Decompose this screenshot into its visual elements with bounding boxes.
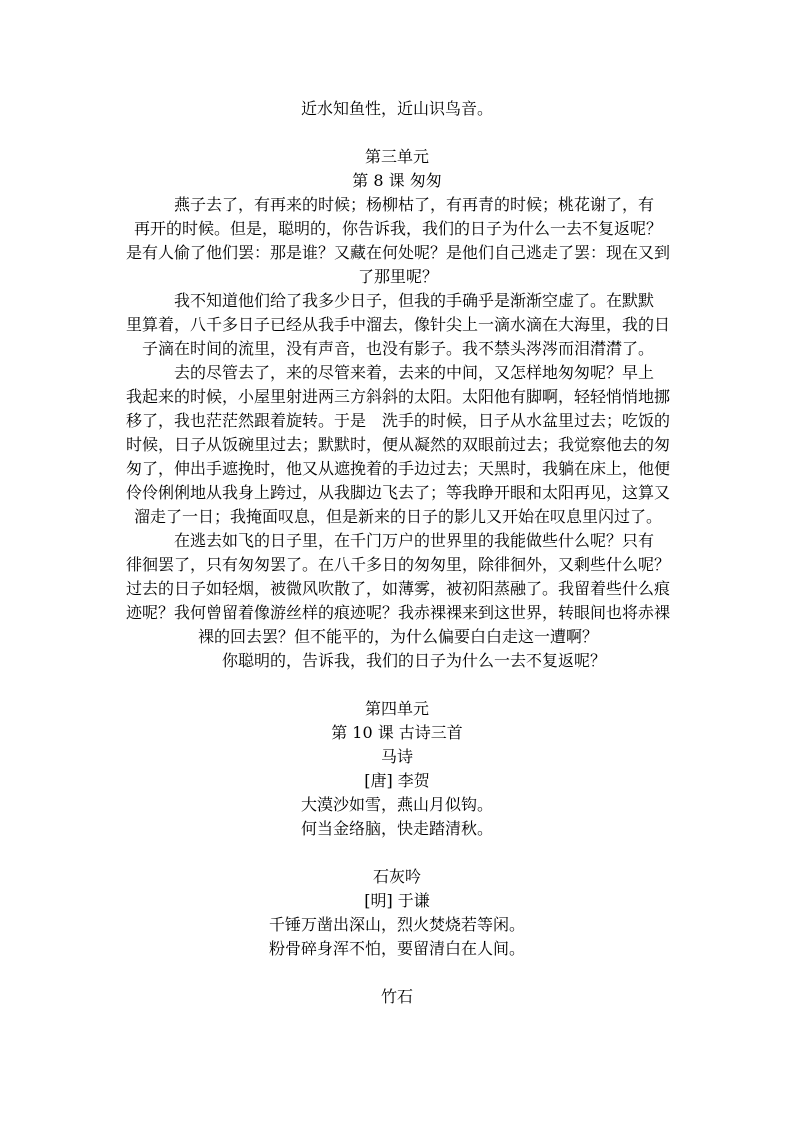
paragraph-5 [120,649,676,673]
text-line: 匆了，伸出手遮挽时，他又从遮挽着的手边过去；天黑时，我躺在床上，他便 [125,459,670,478]
text-line: 我不知道他们给了我多少日子，但我的手确乎是渐渐空虚了。在默默 [141,291,654,310]
text-line: 徘徊罢了，只有匆匆罢了。在八千多日的匆匆里，除徘徊外，又剩些什么呢？ [125,555,670,574]
poem-2-line: 粉骨碎身浑不怕，要留清白在人间。 [268,939,525,958]
text-line: 里算着，八千多日子已经从我手中溜去，像针尖上一滴水滴在大海里，我的日 [125,315,670,334]
paragraph-4 [120,529,676,649]
paragraph-3 [120,361,676,529]
unit3-lesson-title: 第 8 课 匆匆 [352,171,442,190]
text-line: 是有人偷了他们罢：那是谁？又藏在何处呢？是他们自己逃走了罢：现在又到 [125,243,670,262]
poem-3-title: 竹石 [380,987,413,1006]
text-line: 裸的回去罢？但不能平的，为什么偏要白白走这一遭啊？ [197,627,598,646]
poem-2-author: [明] 于谦 [364,891,430,910]
text-line: 你聪明的，告诉我，我们的日子为什么一去不复返呢？ [189,651,606,670]
poem-2-line: 千锤万凿出深山，烈火焚烧若等闲。 [268,915,525,934]
text-line: 伶伶俐俐地从我身上跨过，从我脚边飞去了；等我睁开眼和太阳再见，这算又 [125,483,670,502]
poem-1-line: 何当金络脑，快走踏清秋。 [300,819,493,838]
unit4-lesson-title: 第 10 课 古诗三首 [331,723,463,742]
text-line: 子滴在时间的流里，没有声音，也没有影子。我不禁头涔涔而泪潸潸了。 [141,339,654,358]
text-line: 再开的时候。但是，聪明的，你告诉我，我们的日子为什么一去不复返呢？ [133,219,662,238]
text-line: 在逃去如飞的日子里，在千门万户的世界里的我能做些什么呢？只有 [141,531,654,550]
poem-1-author: [唐] 李贺 [364,771,430,790]
text-line: 过去的日子如轻烟，被微风吹散了，如薄雾，被初阳蒸融了。我留着些什么痕 [125,579,670,598]
poem-1-line: 大漠沙如雪，燕山月似钩。 [300,795,493,814]
poem-2-title: 石灰吟 [372,867,421,886]
text-line: 溜走了一日；我掩面叹息，但是新来的日子的影儿又开始在叹息里闪过了。 [133,507,662,526]
paragraph-1 [120,193,676,289]
paragraph-2 [120,289,676,361]
text-line: 迹呢？我何曾留着像游丝样的痕迹呢？我赤裸裸来到这世界，转眼间也将赤裸 [125,603,670,622]
text-line: 了那里呢？ [357,267,438,286]
text-line: 燕子去了，有再来的时候；杨柳枯了，有再青的时候；桃花谢了，有 [141,195,654,214]
opening-line: 近水知鱼性，近山识鸟音。 [300,99,493,118]
text-line: 我起来的时候，小屋里射进两三方斜斜的太阳。太阳他有脚啊，轻轻悄悄地挪 [125,387,670,406]
unit3-title: 第三单元 [364,147,429,166]
text-line: 时候，日子从饭碗里过去；默默时，便从凝然的双眼前过去；我觉察他去的匆 [125,435,670,454]
poem-1-title: 马诗 [380,747,413,766]
unit4-title: 第四单元 [364,699,429,718]
text-line: 移了，我也茫茫然跟着旋转。于是 洗手的时候，日子从水盆里过去；吃饭的 [125,411,670,430]
text-line: 去的尽管去了，来的尽管来着，去来的中间，又怎样地匆匆呢？早上 [141,363,654,382]
